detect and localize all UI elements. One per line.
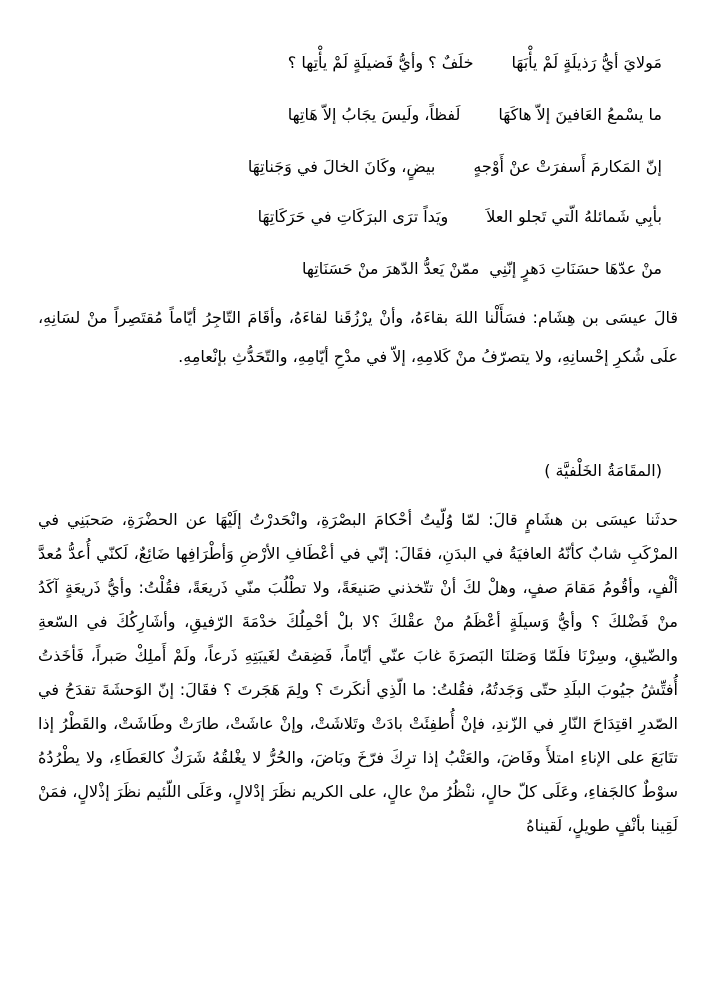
poem-verse-4 (52, 206, 662, 228)
verse-3-second-hemistich: بيضٍ، وكَانَ الخالَ في وَجَناتِهَا (247, 157, 436, 176)
body-paragraph: حدثَنا عيسَى بن هشَامٍ قالَ: لمّا وُلّيتُ أحْكامَ البصْرَةِ، وانْحَدرْتُ إلَيْهَا عن الحضْرَةِ، صَحبَنِي في المرْكَبِ شابٌ كأنّهُ العافيَةُ في البدَنِ، فقَالَ: إنّي في أعْطَافِ الأرْضِ وَأطْرَافِها ضَائِعٌ، لَكنّي أُعدُّ مُعدَّ ألْفٍ، وأقُومُ مَقامَ صفٍ، وهلْ لكَ أنْ تتّخذني صَنيعَةً، ولا تطْلُبَ منّي ذَريعَةً، فقُلْتُ: وأيُّ ذَريعَةٍ آكَدُ منْ فَضْلكَ ؟ وأيُّ وَسيلَةٍ أعْظَمُ منْ عقْلكَ ؟لا بلْ أحْمِلُكَ خدْمَةَ الرّفيقِ، وأشَارِكُكَ في السّعةِ والضّيقِ، وسِرْنَا فلَمّا وَصَلنَا البَصرَةَ غابَ عنّي أيّاماً، فَضِقتُ لغَيبَتِهِ ذَرعاً، ولَمْ أَملِكْ صَبراً، فَأخَذتُ أُفتِّشُ جيُوبَ البلَدِ حتّى وَجَدتُهُ، فقُلتُ: ما الّذِي أنكَرتَ ؟ ولِمَ هَجَرتَ ؟ فقَالَ: إنّ الوَحشَةَ تقدَحُ في الصّدرِ اقتِدَاحَ النّارِ في الزّندِ، فإنْ أُطفِئَتْ بادَتْ وتَلاشَتْ، وإنْ عاشَتْ، طارَتْ وطَاشَتْ، والقَطْرُ إذا تتَابَعَ على الإناءِ امتلأَ وفَاضَ، والعَتْبُ إذا ترِكَ فرّخَ وبَاضَ، والحُرُّ لا يغْلقُهُ شَرَكٌ كالعَطَاءِ، ولا يطْرُدُهُ سوْطٌ كالجَفاءِ، وعَلَى كلّ حالٍ، ننْظُرُ منْ عالٍ، على الكريم نظَرَ إدْلالٍ، وعَلَى اللّئيم نظَرَ إذْلالٍ، فمَنْ لَقِينا بأنْفٍ طويلٍ، لَقيناهُ (38, 510, 678, 835)
verse-5-first-hemistich: منْ عدّهَا حسَنَاتِ دَهرٍ إنّنِي (489, 259, 662, 278)
verse-1-second-hemistich: خلَفٌ ؟ وأيُّ فَضيلَةٍ لَمْ يأْتِها ؟ (287, 53, 474, 72)
verse-4-first-hemistich: بأبِي شَمائلهُ الّتي تَجلو العلاَ (486, 207, 662, 226)
poem-verse-2 (52, 104, 662, 126)
poem-verse-3 (52, 156, 662, 178)
verse-5-second-hemistich: ممّنْ يَعدُّ الدّهرَ منْ حَسَنَاتِها (302, 259, 480, 278)
verse-3-first-hemistich: إنّ المَكارمَ أَسفرَتْ عنْ أَوْجهٍ (473, 157, 662, 176)
verse-1-first-hemistich: مَولايَ أيُّ رَذيلَةٍ لَمْ يأْبَهَا (511, 53, 662, 72)
verse-2-first-hemistich: ما يسْمعُ العَافينَ إلاّ هاكَهَا (498, 105, 662, 124)
verse-2-second-hemistich: لَفظاً، ولَيسَ يجَابُ إلاّ هَاتِها (287, 105, 461, 124)
verse-4-second-hemistich: ويَداً ترَى البرَكَاتِ في حَرَكَاتِهَا (257, 207, 449, 226)
poem-verse-5 (52, 258, 662, 280)
closing-paragraph: قالَ عيسَى بن هِشَام: فسَأَلْنا اللهَ بقاءَهُ، وأنْ يرْزُقَنا لقاءَهُ، وأقَامَ التّاجِرُ أيّاماً مُقتَصِراً منْ لسَانِهِ، علَى شُكرِ إحْسانِهِ، ولا يتصرّفُ منْ كَلامِهِ، إلاّ في مدْحِ أيّامِهِ، والتّحَدُّثِ بإنْعامِهِ. (38, 308, 678, 366)
poem-verse-1 (52, 52, 662, 74)
section-heading: (المقَامَةُ الخَلْفيَّة ) (544, 461, 662, 480)
